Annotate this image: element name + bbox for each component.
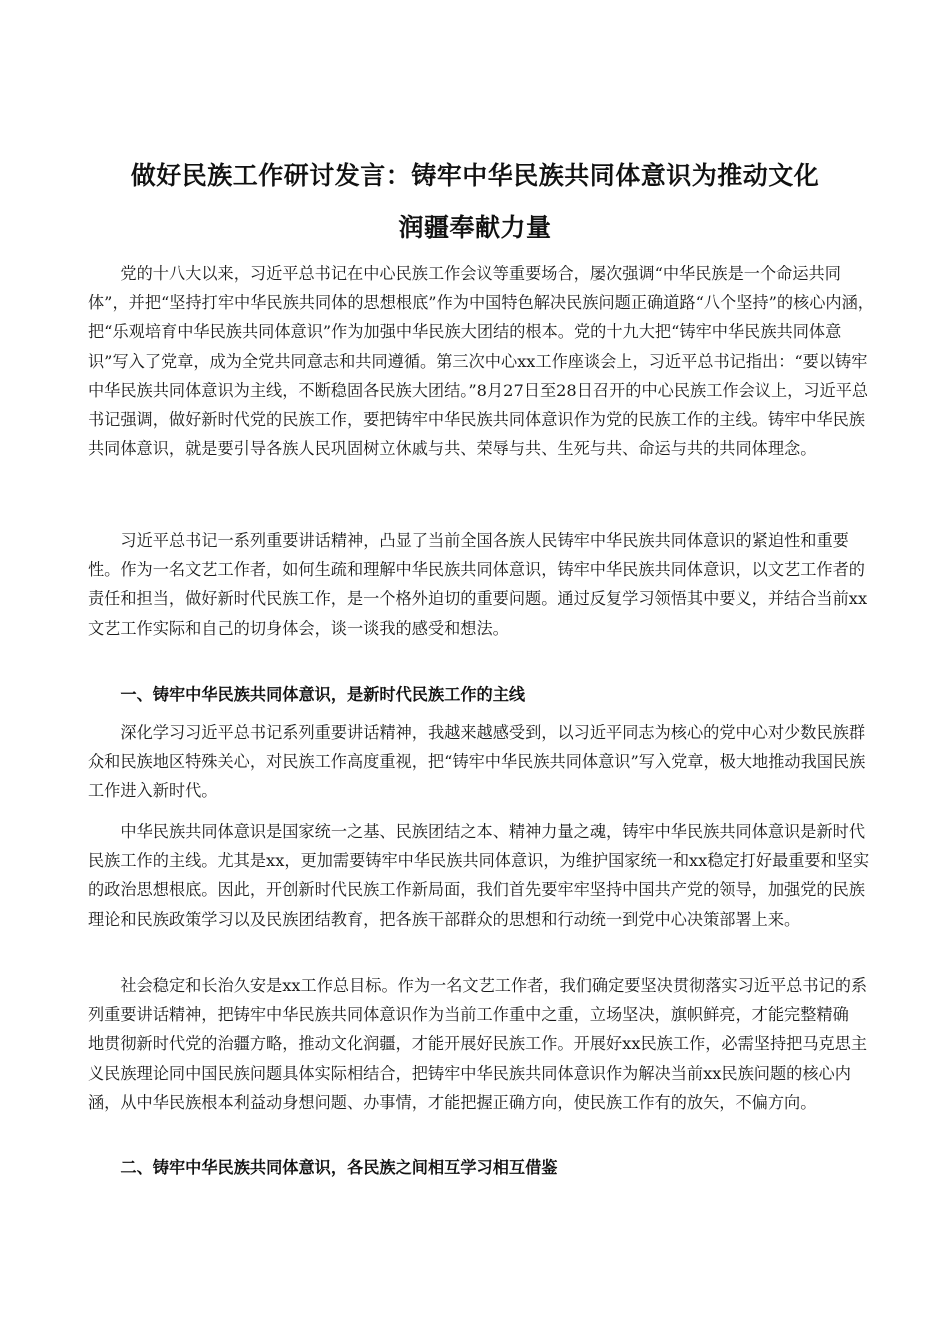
section-heading-2: 二、铸牢中华民族共同体意识，各民族之间相互学习相互借鉴 (120, 1158, 558, 1177)
section-heading-1: 一、铸牢中华民族共同体意识，是新时代民族工作的主线 (120, 685, 526, 704)
document-title-line-1: 做好民族工作研讨发言：铸牢中华民族共同体意识为推动文化 (130, 161, 820, 190)
paragraph-section1-a: 深化学习习近平总书记系列重要讲话精神，我越来越感受到，以习近平同志为核心的党中心对少数民族群众和民族地区特殊关心，对民族工作高度重视，把“铸牢中华民族共同体意识”写入党章，极大地推动我国民族工作进入新时代。 (88, 723, 866, 801)
paragraph-section1-b: 中华民族共同体意识是国家统一之基、民族团结之本、精神力量之魂，铸牢中华民族共同体意识是新时代民族工作的主线。尤其是xx，更加需要铸牢中华民族共同体意识，为维护国家统一和xx稳定打好最重要和坚实的政治思想根底。因此，开创新时代民族工作新局面，我们首先要牢牢坚持中国共产党的领导，加强党的民族理论和民族政策学习以及民族团结教育，把各族干部群众的思想和行动统一到党中心决策部署上来。 (88, 822, 870, 929)
paragraph-intro: 党的十八大以来，习近平总书记在中心民族工作会议等重要场合，屡次强调“中华民族是一个命运共同体”，并把“坚持打牢中华民族共同体的思想根底”作为中国特色解决民族问题正确道路“八个坚持”的核心内涵，把“乐观培育中华民族共同体意识”作为加强中华民族大团结的根本。党的十九大把“铸牢中华民族共同体意识”写入了党章，成为全党共同意志和共同遵循。第三次中心xx工作座谈会上，习近平总书记指出：“要以铸牢中华民族共同体意识为主线，不断稳固各民族大团结。”8月27日至28日召开的中心民族工作会议上，习近平总书记强调，做好新时代党的民族工作，要把铸牢中华民族共同体意识作为党的民族工作的主线。铸牢中华民族共同体意识，就是要引导各族人民巩固树立休戚与共、荣辱与共、生死与共、命运与共的共同体理念。 (88, 264, 874, 459)
paragraph-section1-c: 社会稳定和长治久安是xx工作总目标。作为一名文艺工作者，我们确定要坚决贯彻落实习近平总书记的系列重要讲话精神，把铸牢中华民族共同体意识作为当前工作重中之重，立场坚决，旗帜鲜亮，才能完整精确 地贯彻新时代党的治疆方略，推动文化润疆，才能开展好民族工作。开展好xx民族工作，必需坚持把马克思主义民族理论同中国民族问题具体实际相结合，把铸牢中华民族共同体意识作为解决当前xx民族问题的核心内涵，从中华民族根本利益动身想问题、办事情，才能把握正确方向，使民族工作有的放矢，不偏方向。 (88, 976, 882, 1112)
paragraph-importance: 习近平总书记一系列重要讲话精神，凸显了当前全国各族人民铸牢中华民族共同体意识的紧迫性和重要性。作为一名文艺工作者，如何生疏和理解中华民族共同体意识，铸牢中华民族共同体意识，以文艺工作者的责任和担当，做好新时代民族工作，是一个格外迫切的重要问题。通过反复学习领悟其中要义，并结合当前xx文艺工作实际和自己的切身体会，谈一谈我的感受和想法。 (88, 531, 868, 638)
document-title-line-2: 润疆奉献力量 (398, 213, 552, 242)
